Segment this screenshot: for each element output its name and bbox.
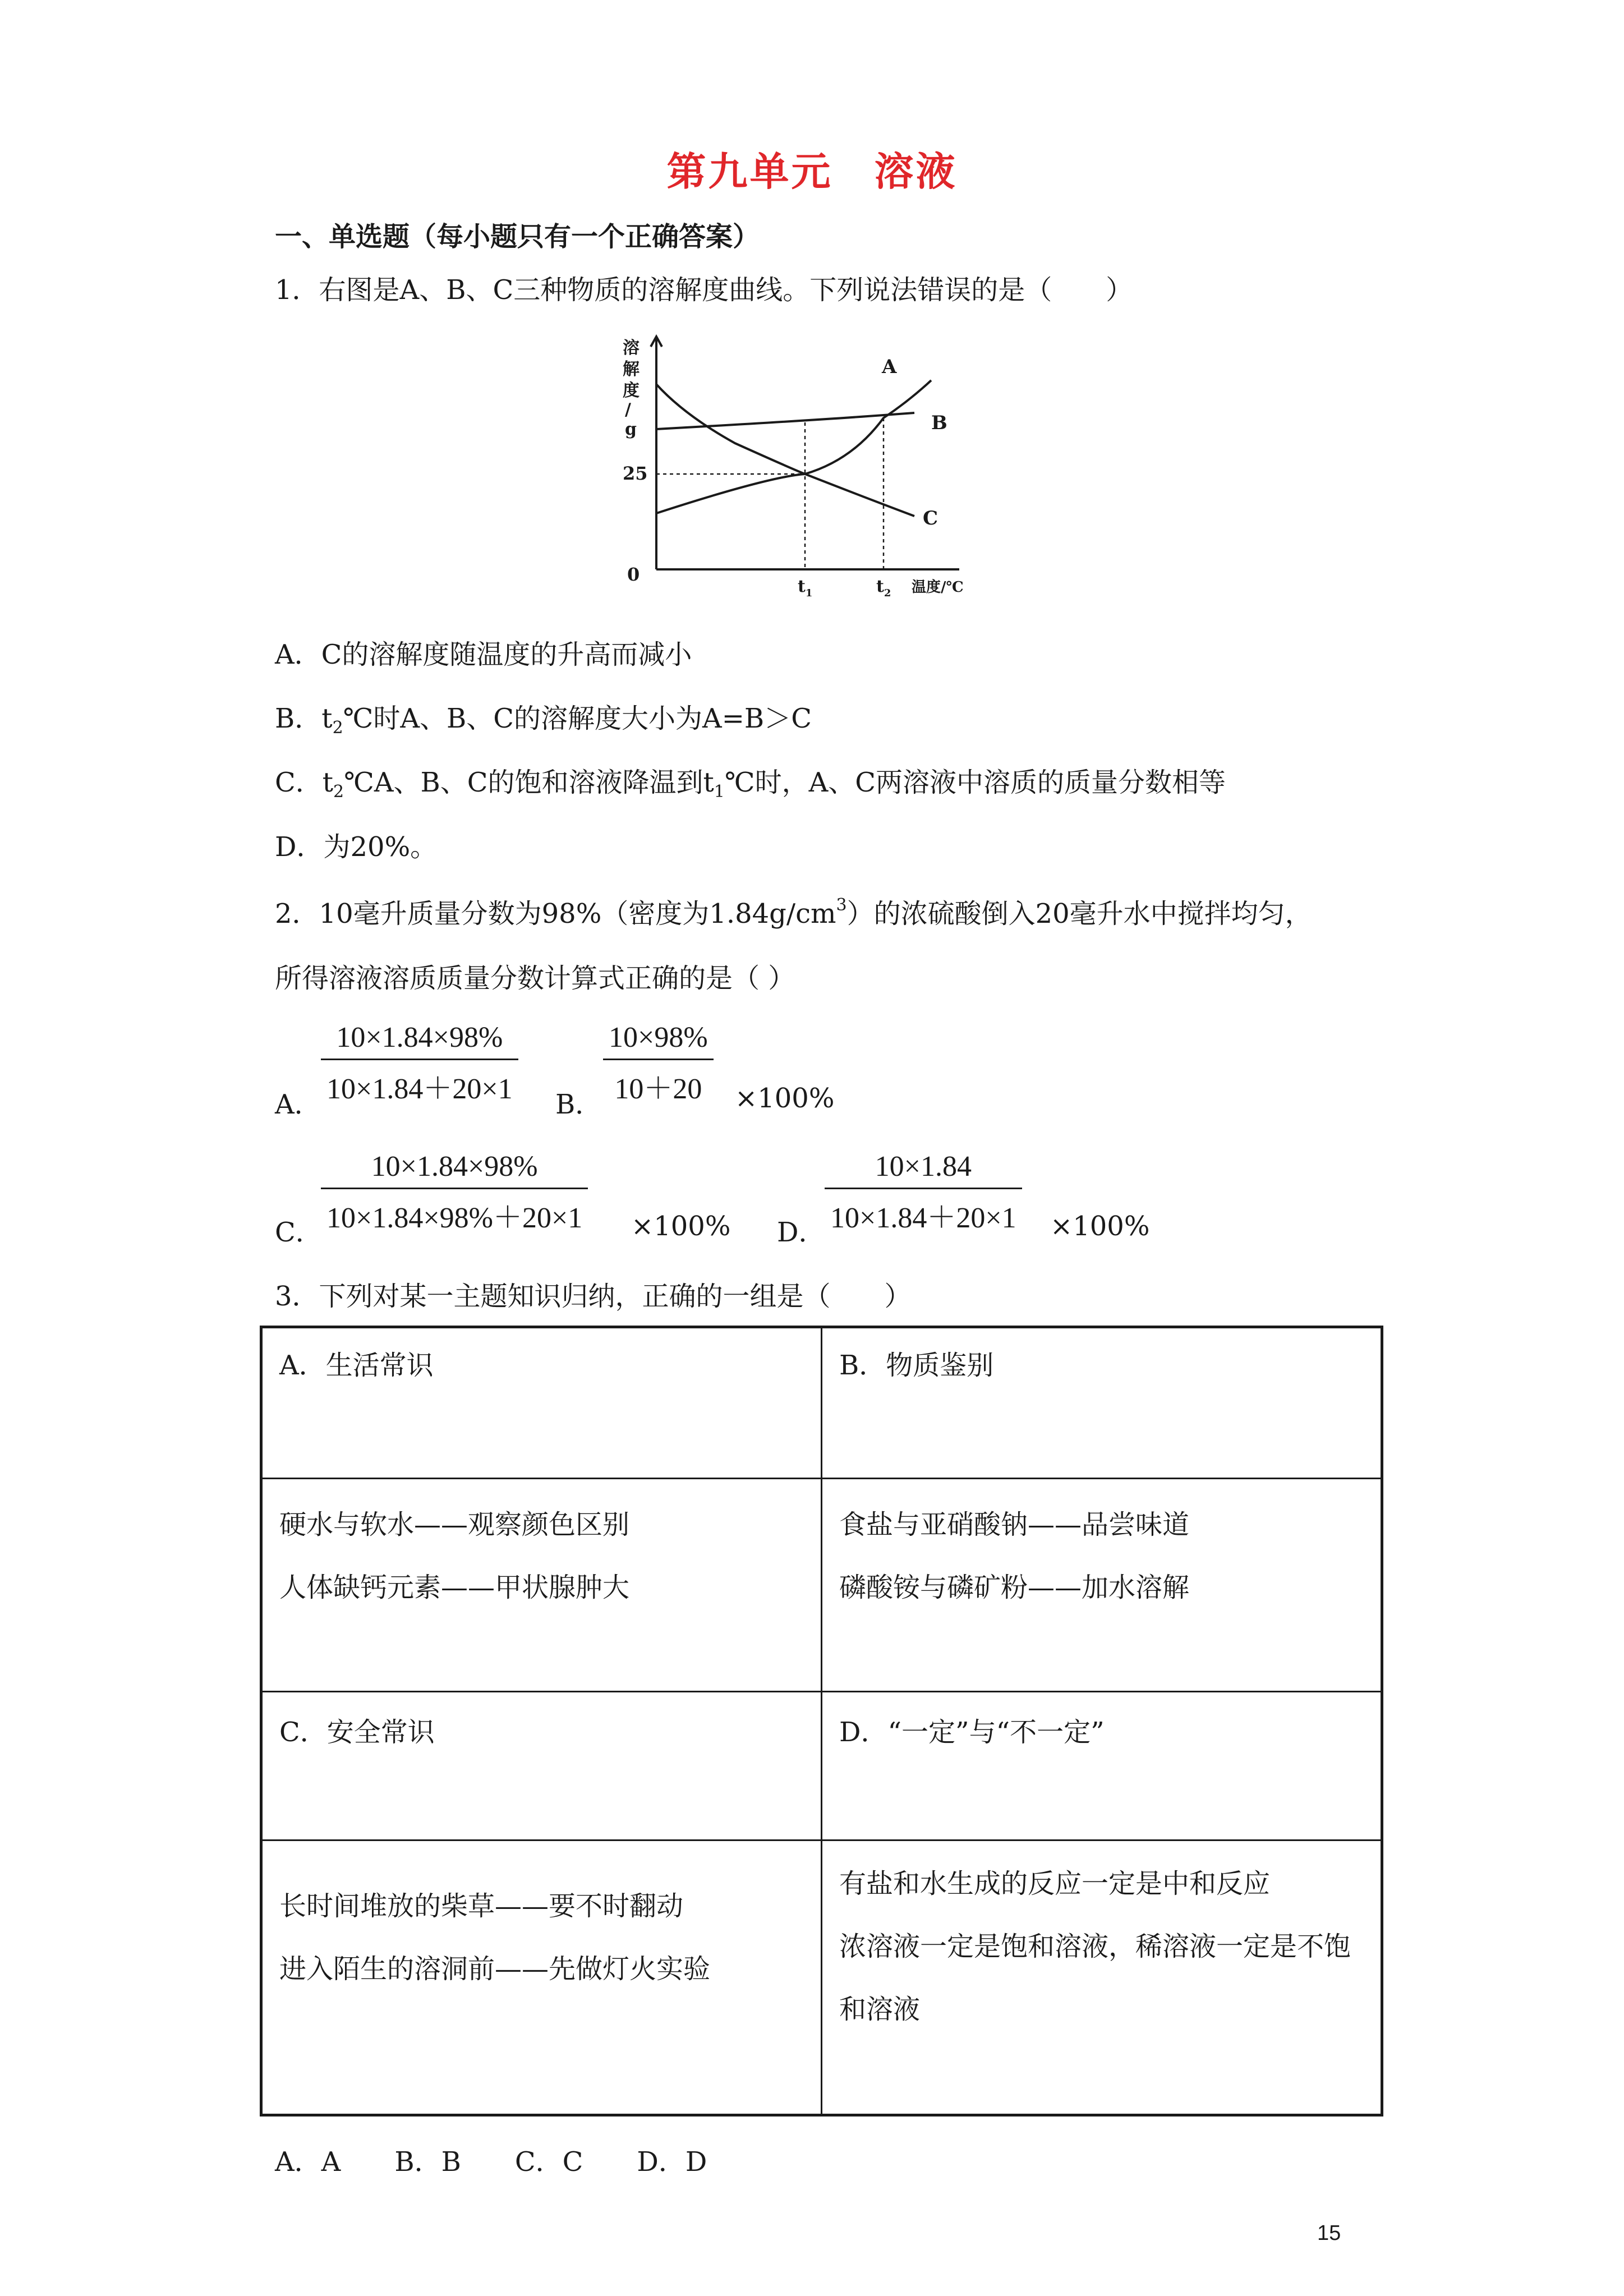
curve-a-label: A — [882, 356, 897, 378]
y-label-char: 解 — [623, 360, 640, 379]
q2-option-c-suffix: ×100% — [631, 1211, 731, 1242]
x-tick-t1: $t_1$ — [798, 577, 813, 599]
fraction-denominator: 10×1.84＋20×1 — [825, 1188, 1022, 1236]
fraction-numerator: 10×1.84×98% — [336, 1022, 503, 1053]
cell-b-head: B．物质鉴别 — [822, 1327, 1382, 1479]
q2-option-b-label: B． — [555, 1089, 602, 1120]
cell-line: 浓溶液一定是饱和溶液，稀溶液一定是不饱 — [839, 1931, 1351, 1962]
q2-stem-line2: 所得溶液溶质质量分数计算式正确的是（ ） — [275, 963, 795, 994]
q1-option-c: C．$t_2℃A$、B、C的饱和溶液降温到$t_1℃$时，A、C两溶液中溶质的质量分数相等 — [275, 767, 1226, 802]
cell-a-body — [261, 1479, 822, 1692]
x-tick-t2: $t_2$ — [876, 577, 891, 599]
q1-option-a: A．C的溶解度随温度的升高而减小 — [275, 639, 692, 670]
cell-b-body — [822, 1479, 1382, 1692]
page-number: 15 — [1317, 2221, 1341, 2245]
section-heading: 一、单选题（每小题只有一个正确答案） — [275, 221, 760, 252]
q1-option-b: B．$t_2℃$时A、B、C的溶解度大小为A=B＞C — [275, 703, 812, 738]
y-label-char: / — [625, 400, 631, 420]
fraction-numerator: 10×98% — [609, 1022, 708, 1053]
fraction-numerator: 10×1.84 — [875, 1151, 972, 1182]
q2-option-c-label: C． — [275, 1217, 323, 1248]
curve-c-label: C — [923, 507, 938, 530]
cell-a-head: A．生活常识 — [261, 1327, 822, 1479]
cell-line: 磷酸铵与磷矿粉——加水溶解 — [839, 1572, 1190, 1603]
q2-option-c-fraction — [321, 1150, 588, 1236]
q2-option-d-fraction — [825, 1150, 1022, 1236]
solubility-curve-graph — [623, 331, 1010, 600]
fraction-denominator: 10×1.84＋20×1 — [321, 1059, 518, 1107]
q2-option-a-fraction — [321, 1021, 518, 1107]
cell-d-body — [822, 1841, 1382, 2115]
q2-option-d-label: D． — [777, 1217, 826, 1248]
q3-answer-options: A．A B．B C．C D．D — [275, 2146, 707, 2178]
cell-c-body — [261, 1841, 822, 2115]
cell-line: 长时间堆放的柴草——要不时翻动 — [279, 1890, 684, 1922]
x-axis-unit: 温度/℃ — [912, 579, 964, 596]
cell-line: 有盐和水生成的反应一定是中和反应 — [839, 1868, 1271, 1899]
cell-line: 食盐与亚硝酸钠——品尝味道 — [839, 1509, 1190, 1540]
curve-a — [656, 380, 931, 513]
fraction-denominator: 10＋20 — [603, 1059, 714, 1107]
page-title: 第九单元 溶液 — [666, 149, 958, 195]
cell-d-head: D．“一定”与“不一定” — [822, 1692, 1382, 1841]
curve-c — [656, 384, 914, 516]
y-tick-25: 25 — [623, 463, 648, 484]
fraction-denominator: 10×1.84×98%＋20×1 — [321, 1188, 588, 1236]
cell-line: 硬水与软水——观察颜色区别 — [279, 1509, 630, 1540]
fraction-numerator: 10×1.84×98% — [371, 1151, 538, 1182]
y-label-char: 溶 — [623, 338, 640, 358]
q2-option-a-label: A． — [275, 1089, 321, 1120]
q1-stem: 1．右图是A、B、C三种物质的溶解度曲线。下列说法错误的是（ ） — [275, 274, 1133, 306]
q2-option-d-suffix: ×100% — [1050, 1211, 1150, 1242]
q3-stem: 3．下列对某一主题知识归纳，正确的一组是（ ） — [275, 1281, 912, 1312]
cell-line: 人体缺钙元素——甲状腺肿大 — [279, 1572, 630, 1603]
cell-line: 和溶液 — [839, 1994, 921, 2025]
y-label-char: 度 — [623, 381, 640, 401]
cell-c-head: C．安全常识 — [261, 1692, 822, 1841]
q2-stem-line1: 2．10毫升质量分数为98%（密度为$1.84g/cm^3$）的浓硫酸倒入20毫升水中搅拌均匀， — [275, 895, 1312, 930]
knowledge-table — [260, 1326, 1383, 2116]
q2-option-b-fraction — [603, 1021, 714, 1107]
origin-label: 0 — [627, 564, 640, 585]
q2-option-b-suffix: ×100% — [735, 1083, 835, 1114]
q1-option-d: D．为20%。 — [275, 831, 438, 863]
y-label-char: g — [625, 420, 637, 439]
curve-b-label: B — [931, 412, 947, 434]
cell-line: 进入陌生的溶洞前——先做灯火实验 — [279, 1953, 711, 1985]
